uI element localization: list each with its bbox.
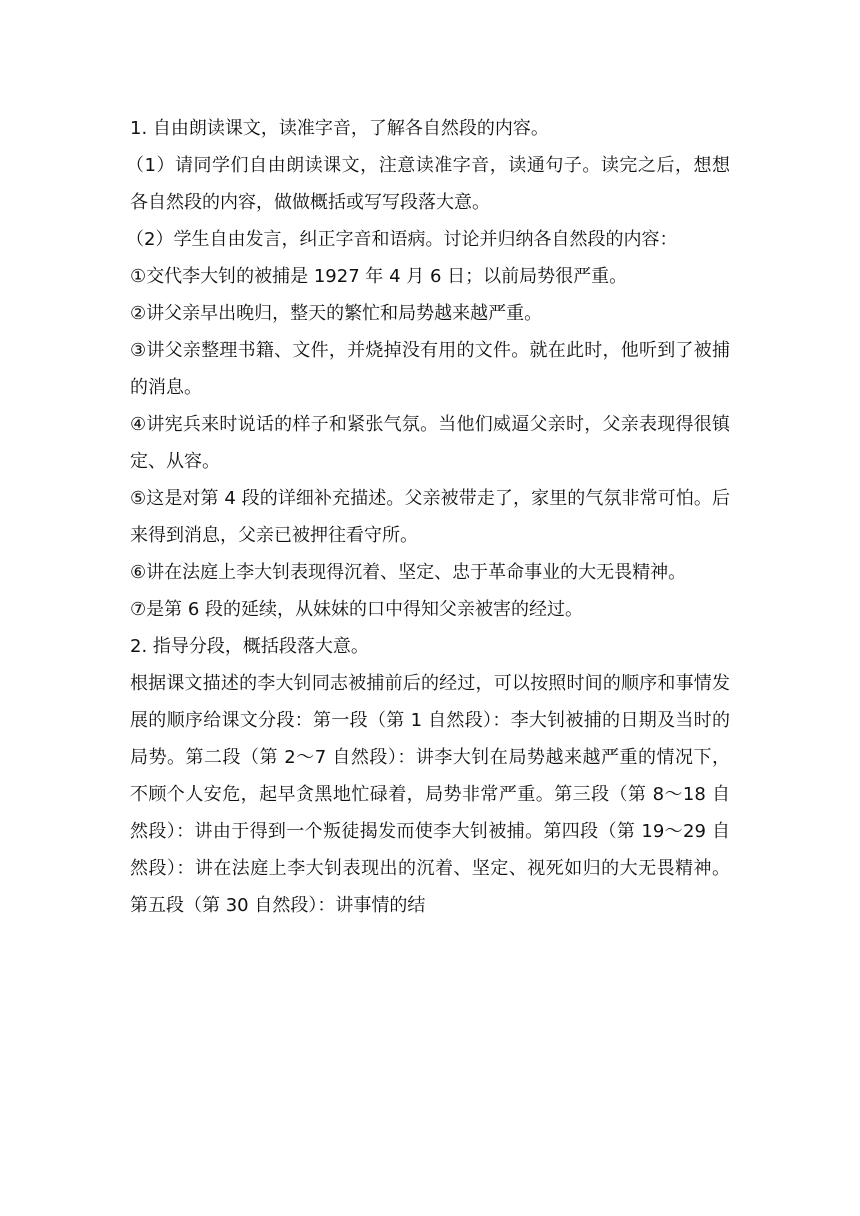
paragraph-item-4: ④讲宪兵来时说话的样子和紧张气氛。当他们威逼父亲时，父亲表现得很镇定、从容。 <box>130 414 730 472</box>
paragraph-item-7: ⑦是第 6 段的延续，从妹妹的口中得知父亲被害的经过。 <box>130 599 584 620</box>
paragraph-step-1-heading: 1. 自由朗读课文，读准字音，了解各自然段的内容。 <box>130 118 549 139</box>
paragraph-item-3: ③讲父亲整理书籍、文件，并烧掉没有用的文件。就在此时，他听到了被捕的消息。 <box>130 340 730 398</box>
document-body <box>126 110 730 924</box>
paragraph-step-1-part-1: （1）请同学们自由朗读课文，注意读准字音，读通句子。读完之后，想想各自然段的内容，做做概括或写写段落大意。 <box>126 155 730 213</box>
paragraph-segmentation-text: 根据课文描述的李大钊同志被捕前后的经过，可以按照时间的顺序和事情发展的顺序给课文分段：第一段（第 1 自然段）：李大钊被捕的日期及当时的局势。第二段（第 2～7 自然段）：讲李大钊在局势越来越严重的情况下，不顾个人安危，起早贪黑地忙碌着，局势非常严重。第三段（第 8～18 自然段）：讲由于得到一个叛徒揭发而使李大钊被捕。第四段（第 19～29 自然段）：讲在法庭上李大钊表现出的沉着、坚定、视死如归的大无畏精神。第五段（第 30 自然段）：讲事情的结 <box>130 673 730 916</box>
paragraph-item-5: ⑤这是对第 4 段的详细补充描述。父亲被带走了，家里的气氛非常可怕。后来得到消息，父亲已被押往看守所。 <box>130 488 730 546</box>
paragraph-item-2: ②讲父亲早出晚归，整天的繁忙和局势越来越严重。 <box>130 303 543 324</box>
paragraph-item-1: ①交代李大钊的被捕是 1927 年 4 月 6 日；以前局势很严重。 <box>130 266 628 287</box>
paragraph-item-6: ⑥讲在法庭上李大钊表现得沉着、坚定、忠于革命事业的大无畏精神。 <box>130 562 687 583</box>
paragraph-step-2-heading: 2. 指导分段，概括段落大意。 <box>130 636 369 657</box>
paragraph-step-1-part-2: （2）学生自由发言，纠正字音和语病。讨论并归纳各自然段的内容： <box>126 229 678 250</box>
